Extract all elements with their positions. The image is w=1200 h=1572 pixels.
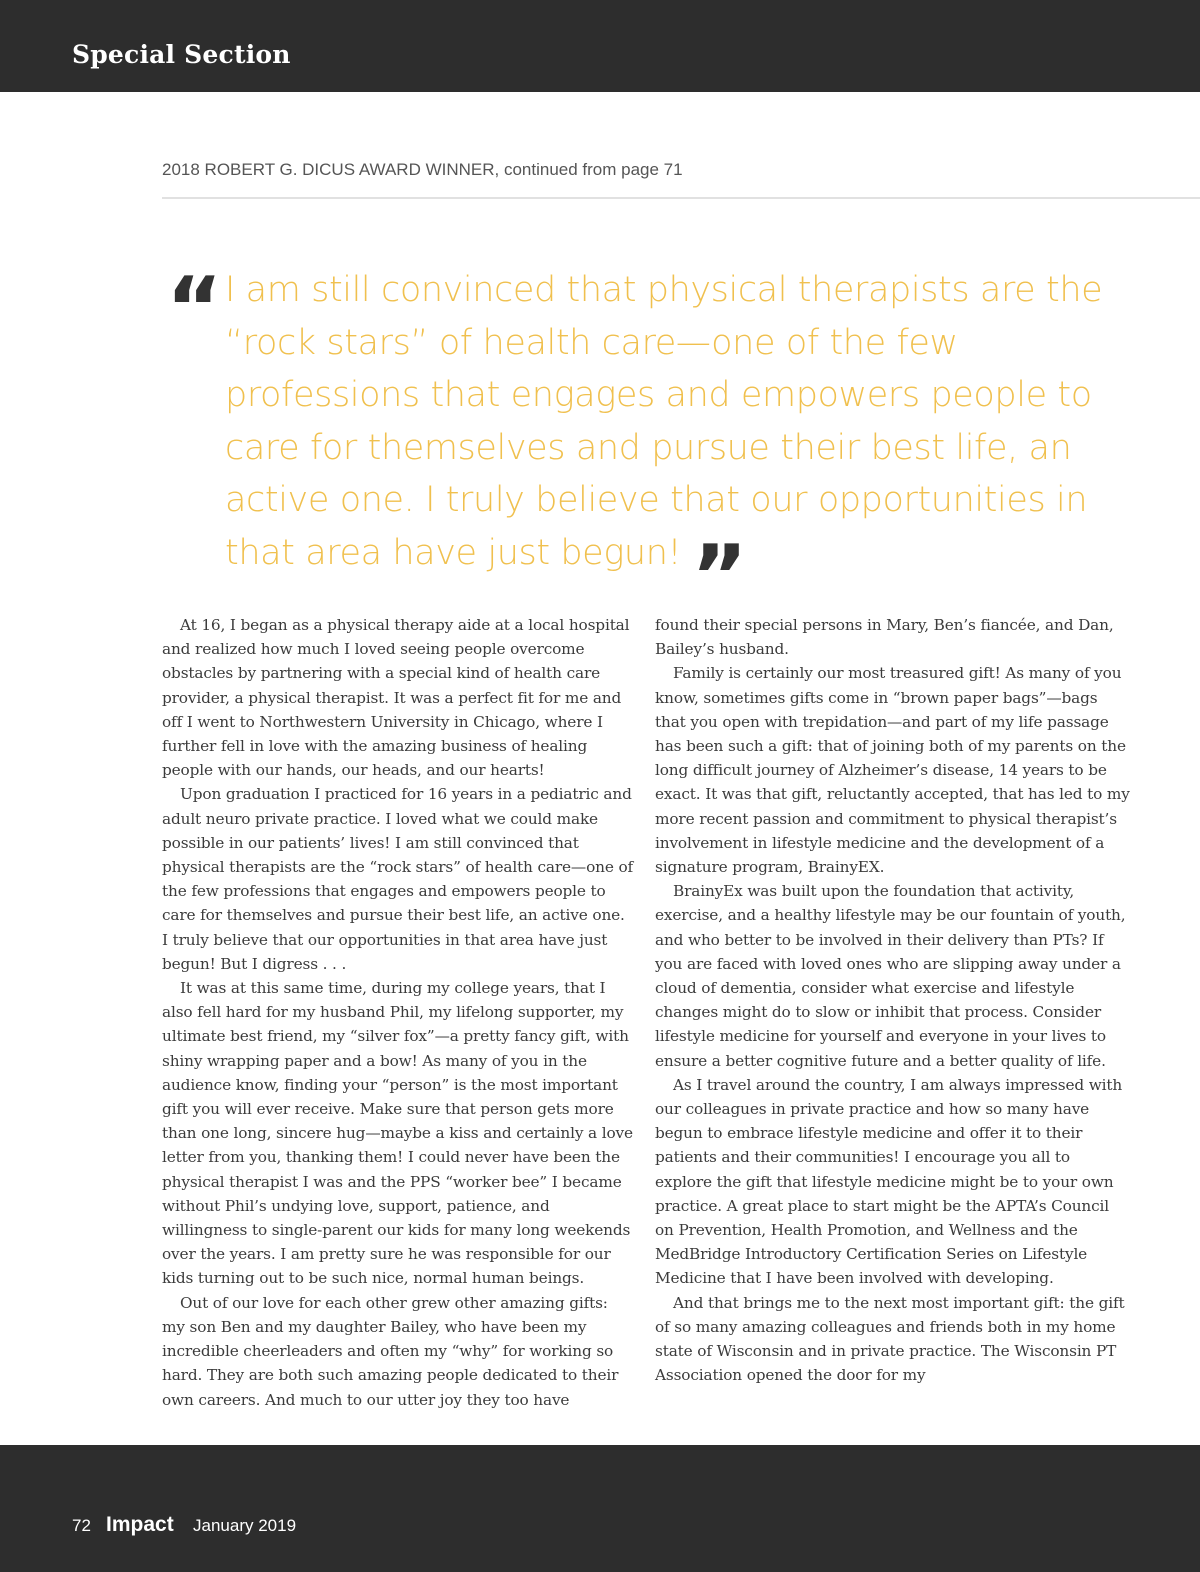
article-column-left <box>162 613 634 1412</box>
close-quote-icon: ” <box>691 526 740 627</box>
article-paragraph: As I travel around the country, I am always impressed with our colleagues in private practice and how so many have begun to embrace lifestyle medicine and offer it to their patients and their communities! I encourage you all to explore the gift that lifestyle medicine might be to your own practice. A great place to start might be the APTA’s Council on Prevention, Health Promotion, and Wellness and the MedBridge Introductory Certification Series on Lifestyle Medicine that I have been involved with developing. <box>655 1075 1123 1288</box>
article-paragraph: Out of our love for each other grew other amazing gifts: my son Ben and my daughter Bailey, who have been my incredible cheerleaders and often my “why” for working so hard. They are both such amazing people dedicated to their own careers. And much to our utter joy they too have <box>162 1293 619 1409</box>
issue-date: January 2019 <box>193 1516 297 1535</box>
open-quote-icon: “ <box>166 259 215 359</box>
footer-bar <box>0 1445 1200 1572</box>
magazine-name: Impact <box>106 1513 174 1536</box>
article-paragraph: It was at this same time, during my college years, that I also fell hard for my husband Phil, my lifelong supporter, my ultimate best friend, my “silver fox”—a pretty fancy gift, with shiny wrapping paper and a bow! As many of you in the audience know, finding your “person” is the most important gift you will ever receive. Make sure that person gets more than one long, sincere hug—maybe a kiss and certainly a love letter from you, thanking them! I could never have been the physical therapist I was and the PPS “worker bee” I became without Phil’s undying love, support, patience, and willingness to single-parent our kids for many long weekends over the years. I am pretty sure he was responsible for our kids turning out to be such nice, normal human beings. <box>162 979 633 1288</box>
section-title: Special Section <box>72 40 291 69</box>
article-paragraph: BrainyEx was built upon the foundation that activity, exercise, and a healthy lifestyle may be our fountain of youth, and who better to be involved in their delivery than PTs? If you are faced with loved ones who are slipping away under a cloud of dementia, consider what exercise and lifestyle changes might do to slow or inhibit that process. Consider lifestyle medicine for yourself and everyone in your lives to ensure a better cognitive future and a better quality of life. <box>655 882 1126 1070</box>
article-paragraph: And that brings me to the next most important gift: the gift of so many amazing colleagues and friends both in my home state of Wisconsin and in private practice. The Wisconsin PT Association opened the door for my <box>655 1293 1125 1385</box>
article-paragraph: Family is certainly our most treasured gift! As many of you know, sometimes gifts come in “brown paper bags”—bags that you open with trepidation—and part of my life passage has been such a gift: that of joining both of my parents on the long difficult journey of Alzheimer’s disease, 14 years to be exact. It was that gift, reluctantly accepted, that has led to my more recent passion and commitment to physical therapist’s involvement in lifestyle medicine and the development of a signature program, BrainyEX. <box>655 664 1130 877</box>
pull-quote <box>225 264 1155 627</box>
page-number: 72 <box>72 1516 91 1535</box>
continued-kicker: 2018 ROBERT G. DICUS AWARD WINNER, continued from page 71 <box>162 160 683 179</box>
pull-quote-text: I am still convinced that physical therapists are the “rock stars” of health care—one of the few professions that engages and empowers people to care for themselves and pursue their best life, an active one. I truly believe that our opportunities in that area have just begun! <box>225 270 1103 573</box>
article-paragraph: Upon graduation I practiced for 16 years in a pediatric and adult neuro private practice. I loved what we could make possible in our patients’ lives! I am still convinced that physical therapists are the “rock stars” of health care—one of the few professions that engages and empowers people to care for themselves and pursue their best life, an active one. I truly believe that our opportunities in that area have just begun! But I digress . . . <box>162 785 634 973</box>
kicker-divider <box>162 197 1200 199</box>
article-paragraph: At 16, I began as a physical therapy aide at a local hospital and realized how much I loved seeing people overcome obstacles by partnering with a special kind of health care provider, a physical therapist. It was a perfect fit for me and off I went to Northwestern University in Chicago, where I further fell in love with the amazing business of healing people with our hands, our heads, and our hearts! <box>162 616 630 780</box>
article-paragraph-continued: found their special persons in Mary, Ben’s fiancée, and Dan, Bailey’s husband. <box>655 616 1114 659</box>
article-column-right <box>655 613 1130 1388</box>
